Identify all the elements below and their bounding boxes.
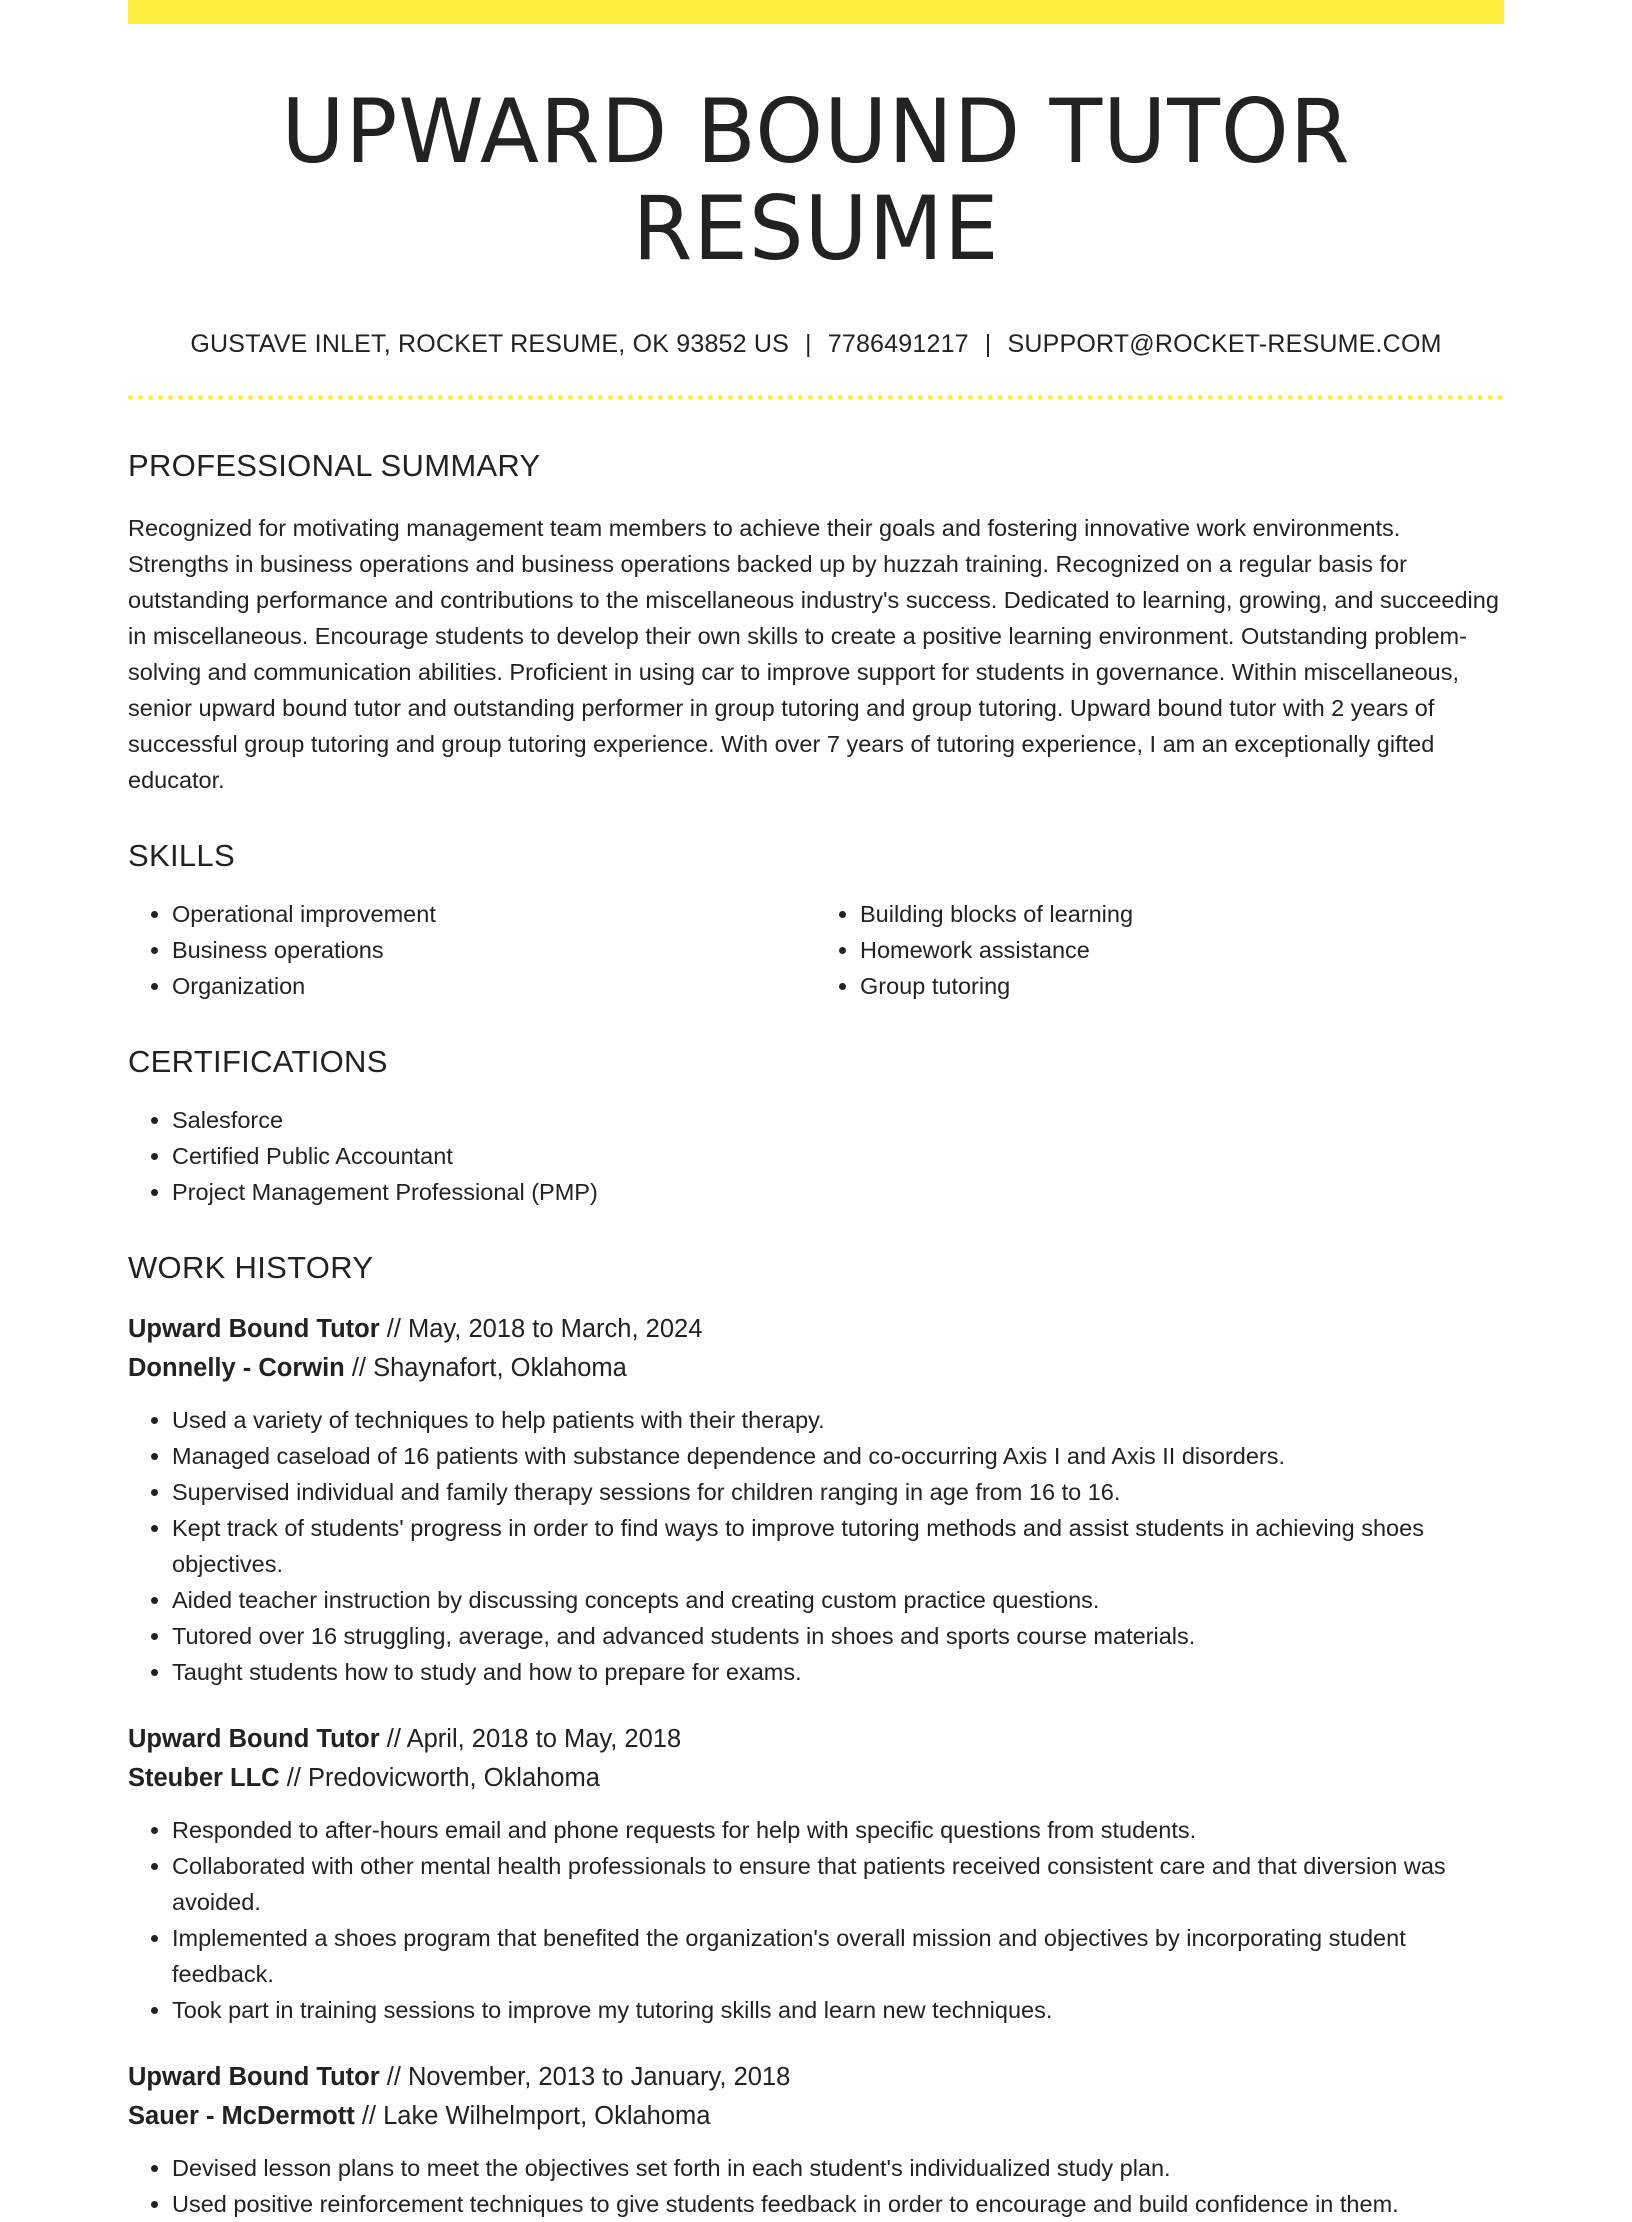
job-separator: //	[351, 1353, 367, 1382]
job-bullet: • Used a variety of techniques to help patients with their therapy.	[172, 1402, 1504, 1438]
section-title-summary: PROFESSIONAL SUMMARY	[128, 447, 541, 483]
job-role: Upward Bound Tutor	[128, 1314, 380, 1343]
job-bullets	[128, 1402, 1504, 1690]
job-bullet: • Kept track of students' progress in order to find ways to improve tutoring methods and assist students in achieving shoes objectives.	[172, 1510, 1504, 1582]
skills-list-left	[128, 896, 816, 1004]
job-separator: //	[386, 1314, 401, 1343]
resume-page	[128, 0, 1504, 2222]
skills-grid	[128, 896, 1504, 1004]
job-role-line	[128, 2058, 1504, 2097]
job-entry	[128, 1720, 1504, 2028]
job-separator: //	[361, 2101, 376, 2130]
job-bullet: • Aided teacher instruction by discussing concepts and creating custom practice questions.	[172, 1582, 1504, 1618]
job-separator: //	[386, 1724, 401, 1753]
skill-item: • Business operations	[172, 932, 816, 968]
job-bullet: • Responded to after-hours email and phone requests for help with specific questions from students.	[172, 1812, 1504, 1848]
job-separator: //	[386, 2062, 401, 2091]
job-entry	[128, 2058, 1504, 2222]
job-bullet: • Took part in training sessions to improve my tutoring skills and learn new techniques.	[172, 1992, 1504, 2028]
job-bullets	[128, 2150, 1504, 2222]
dotted-divider	[128, 395, 1504, 400]
contact-line	[128, 330, 1504, 359]
job-bullet: • Devised lesson plans to meet the objectives set forth in each student's individualized study plan.	[172, 2150, 1504, 2186]
job-role-line	[128, 1720, 1504, 1759]
job-dates: April, 2018 to May, 2018	[406, 1724, 682, 1753]
certifications-list	[128, 1102, 1504, 1210]
work-history-section	[128, 1250, 1504, 2222]
job-entry	[128, 1310, 1504, 1690]
skills-section	[128, 838, 1504, 1004]
job-company: Steuber LLC	[128, 1763, 280, 1792]
certification-item: • Project Management Professional (PMP)	[172, 1174, 1504, 1210]
certification-item: • Salesforce	[172, 1102, 1504, 1138]
certification-item: • Certified Public Accountant	[172, 1138, 1504, 1174]
job-role: Upward Bound Tutor	[128, 2062, 380, 2091]
job-company: Donnelly - Corwin	[128, 1353, 345, 1382]
skill-item: • Homework assistance	[860, 932, 1504, 968]
skill-item: • Organization	[172, 968, 816, 1004]
certifications-section	[128, 1044, 1504, 1210]
address: GUSTAVE INLET, ROCKET RESUME, OK 93852 US	[190, 329, 790, 358]
job-dates: May, 2018 to March, 2024	[408, 1314, 703, 1343]
contact-separator: |	[805, 329, 812, 358]
job-company-line	[128, 1759, 1504, 1798]
job-company-line	[128, 1349, 1504, 1388]
job-bullet: • Collaborated with other mental health professionals to ensure that patients received consistent care and that diversion was avoided.	[172, 1848, 1504, 1920]
summary-text: Recognized for motivating management team members to achieve their goals and fostering innovative work environments. Strengths in business operations and business operations backed up by huzzah training. Recognized on a regular basis for outstanding performance and contributions to the miscellaneous industry's success. Dedicated to learning, growing, and succeeding in miscellaneous. Encourage students to develop their own skills to create a positive learning environment. Outstanding problem-solving and communication abilities. Proficient in using car to improve support for students in governance. Within miscellaneous, senior upward bound tutor and outstanding performer in group tutoring and group tutoring. Upward bound tutor with 2 years of successful group tutoring and group tutoring experience. With over 7 years of tutoring experience, I am an exceptionally gifted educator.	[128, 514, 1499, 793]
job-bullet: • Implemented a shoes program that benefited the organization's overall mission and objectives by incorporating student feedback.	[172, 1920, 1504, 1992]
job-dates: November, 2013 to January, 2018	[408, 2062, 791, 2091]
job-bullet: • Tutored over 16 struggling, average, and advanced students in shoes and sports course materials.	[172, 1618, 1504, 1654]
accent-bar	[128, 0, 1504, 24]
section-title-certifications: CERTIFICATIONS	[128, 1043, 388, 1079]
job-company-line	[128, 2097, 1504, 2136]
job-location: Predovicworth, Oklahoma	[307, 1763, 600, 1792]
job-bullets	[128, 1812, 1504, 2028]
skills-list-right	[816, 896, 1504, 1004]
job-location: Lake Wilhelmport, Oklahoma	[383, 2101, 711, 2130]
section-title-skills: SKILLS	[128, 837, 235, 873]
resume-title: UPWARD BOUND TUTOR RESUME	[281, 80, 1351, 280]
job-separator: //	[286, 1763, 301, 1792]
job-role-line	[128, 1310, 1504, 1349]
job-bullet: • Managed caseload of 16 patients with substance dependence and co-occurring Axis I and Axis II disorders.	[172, 1438, 1504, 1474]
job-bullet: • Supervised individual and family therapy sessions for children ranging in age from 16 to 16.	[172, 1474, 1504, 1510]
skill-item: • Building blocks of learning	[860, 896, 1504, 932]
contact-separator: |	[984, 329, 992, 358]
phone: 7786491217	[827, 329, 969, 358]
job-bullet: • Used positive reinforcement techniques to give students feedback in order to encourage and build confidence in them.	[172, 2186, 1504, 2222]
section-title-work-history: WORK HISTORY	[128, 1249, 374, 1285]
email-link[interactable]: SUPPORT@ROCKET-RESUME.COM	[1007, 329, 1442, 358]
skill-item: • Group tutoring	[860, 968, 1504, 1004]
job-company: Sauer - McDermott	[128, 2101, 355, 2130]
job-bullet: • Taught students how to study and how to prepare for exams.	[172, 1654, 1504, 1690]
job-location: Shaynafort, Oklahoma	[373, 1353, 627, 1382]
job-role: Upward Bound Tutor	[128, 1724, 380, 1753]
summary-section	[128, 448, 1504, 798]
skill-item: • Operational improvement	[172, 896, 816, 932]
